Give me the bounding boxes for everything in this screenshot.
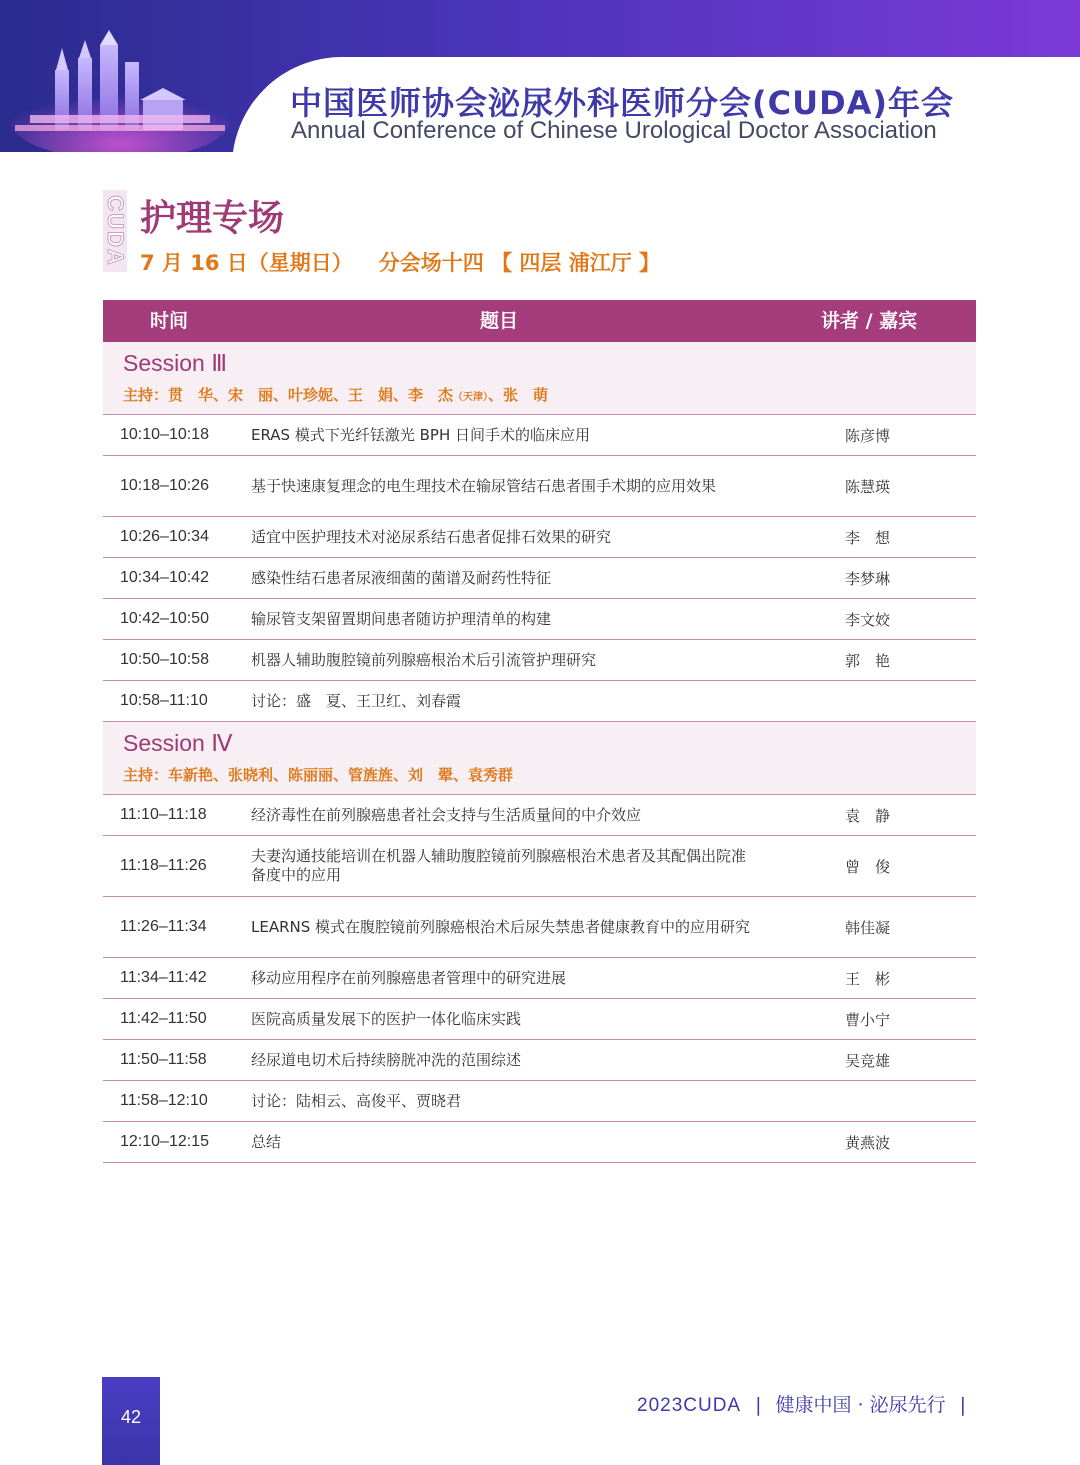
section-subtitle: [140, 247, 660, 277]
row-time: 10:26–10:34: [120, 528, 209, 545]
row-topic: 医院高质量发展下的医护一体化临床实践: [251, 1009, 522, 1028]
table-row: [103, 415, 976, 456]
table-row: [103, 958, 976, 999]
row-time: 11:26–11:34: [120, 918, 207, 935]
column-header-speaker: 讲者 / 嘉宾: [821, 310, 918, 332]
footer-slogan-bar: [637, 1390, 980, 1417]
row-speaker: 曾 俊: [845, 857, 891, 876]
row-speaker: 王 彬: [845, 969, 891, 988]
row-topic: 讨论：盛 夏、王卫红、刘春霞: [251, 691, 462, 710]
row-time: 11:34–11:42: [120, 969, 207, 986]
table-row: [103, 999, 976, 1040]
row-time: 10:58–11:10: [120, 692, 208, 709]
page-header: [0, 0, 1080, 152]
row-time: 11:10–11:18: [120, 806, 207, 823]
row-time: 11:50–11:58: [120, 1051, 207, 1068]
session-header: [103, 722, 976, 795]
row-topic: LEARNS 模式在腹腔镜前列腺癌根治术后尿失禁患者健康教育中的应用研究: [251, 917, 751, 936]
session-hosts-suffix: 、张 萌: [488, 386, 549, 404]
row-topic: 移动应用程序在前列腺癌患者管理中的研究进展: [251, 968, 567, 987]
row-topic: 机器人辅助腹腔镜前列腺癌根治术后引流管护理研究: [251, 650, 597, 669]
table-row: [103, 1122, 976, 1163]
row-topic: 经尿道电切术后持续膀胱冲洗的范围综述: [251, 1050, 522, 1069]
row-speaker: 李文姣: [845, 610, 891, 629]
row-speaker: 陈彦博: [845, 426, 891, 445]
session-name: Session Ⅳ: [123, 730, 233, 756]
row-time: 10:50–10:58: [120, 651, 209, 668]
table-row: [103, 1081, 976, 1122]
table-row: [103, 456, 976, 517]
row-topic: 总结: [251, 1132, 282, 1151]
row-time: 10:42–10:50: [120, 610, 209, 627]
city-skyline-illustration: [0, 0, 250, 152]
schedule-table: [103, 300, 976, 1163]
table-row: [103, 681, 976, 722]
section-venue: 分会场十四 【 四层 浦江厅 】: [378, 251, 661, 275]
row-topic: 讨论：陆相云、高俊平、贾晓君: [251, 1091, 462, 1110]
row-time: 10:10–10:18: [120, 426, 209, 443]
row-topic: 经济毒性在前列腺癌患者社会支持与生活质量间的中介效应: [251, 805, 642, 824]
session-name: Session Ⅲ: [123, 350, 228, 376]
row-speaker: 韩佳凝: [845, 918, 891, 937]
cuda-side-mark: [103, 190, 127, 272]
footer-slogan: 健康中国 · 泌尿先行: [775, 1394, 946, 1416]
page-number: 42: [102, 1377, 160, 1465]
row-speaker: 李 想: [845, 528, 891, 547]
table-row: [103, 795, 976, 836]
conference-title-en: Annual Conference of Chinese Urological Doctor Association: [291, 117, 937, 144]
session-hosts: [123, 384, 548, 405]
footer-divider: |: [959, 1394, 967, 1416]
session-hosts-text: 主持：车新艳、张晓利、陈丽丽、管旌旌、刘 翚、袁秀群: [123, 766, 514, 784]
row-speaker: 黄燕波: [845, 1133, 891, 1152]
table-header: [103, 300, 976, 342]
session-hosts-note: （天津）: [453, 392, 489, 403]
row-time: 12:10–12:15: [120, 1133, 209, 1150]
table-row: [103, 836, 976, 897]
row-time: 11:58–12:10: [120, 1092, 208, 1109]
table-row: [103, 1040, 976, 1081]
row-speaker: 李梦琳: [845, 569, 891, 588]
row-topic: 夫妻沟通技能培训在机器人辅助腹腔镜前列腺癌根治术患者及其配偶出院准备度中的应用: [251, 847, 747, 884]
row-time: 11:18–11:26: [120, 857, 207, 874]
row-speaker: 袁 静: [845, 806, 891, 825]
row-speaker: 陈慧瑛: [845, 477, 891, 496]
session-hosts-text: 主持：贯 华、宋 丽、叶珍妮、王 娟、李 杰: [123, 386, 454, 404]
section-title: 护理专场: [140, 198, 285, 239]
row-speaker: 郭 艳: [845, 651, 891, 670]
session-hosts: [123, 764, 513, 785]
row-topic: 感染性结石患者尿液细菌的菌谱及耐药性特征: [251, 568, 552, 587]
column-header-time: 时间: [150, 310, 189, 332]
row-speaker: 曹小宁: [845, 1010, 891, 1029]
table-row: [103, 897, 976, 958]
footer-brand: 2023CUDA: [637, 1395, 742, 1416]
row-topic: 适宜中医护理技术对泌尿系结石患者促排石效果的研究: [251, 527, 612, 546]
cuda-side-mark-text: CUDA: [103, 195, 128, 267]
row-time: 10:34–10:42: [120, 569, 209, 586]
row-topic: ERAS 模式下光纤铥激光 BPH 日间手术的临床应用: [251, 425, 590, 444]
row-topic: 输尿管支架留置期间患者随访护理清单的构建: [251, 609, 552, 628]
table-row: [103, 640, 976, 681]
row-time: 10:18–10:26: [120, 477, 209, 494]
table-row: [103, 517, 976, 558]
column-header-topic: 题目: [480, 310, 519, 332]
row-time: 11:42–11:50: [120, 1010, 207, 1027]
table-row: [103, 558, 976, 599]
row-topic: 基于快速康复理念的电生理技术在输尿管结石患者围手术期的应用效果: [251, 476, 717, 495]
row-speaker: 吴竞雄: [845, 1051, 891, 1070]
conference-title-cn: 中国医师协会泌尿外科医师分会(CUDA)年会: [290, 84, 955, 122]
footer-divider: |: [755, 1394, 762, 1416]
section-date: 7 月 16 日（星期日）: [140, 251, 353, 275]
session-header: [103, 342, 976, 415]
table-row: [103, 599, 976, 640]
